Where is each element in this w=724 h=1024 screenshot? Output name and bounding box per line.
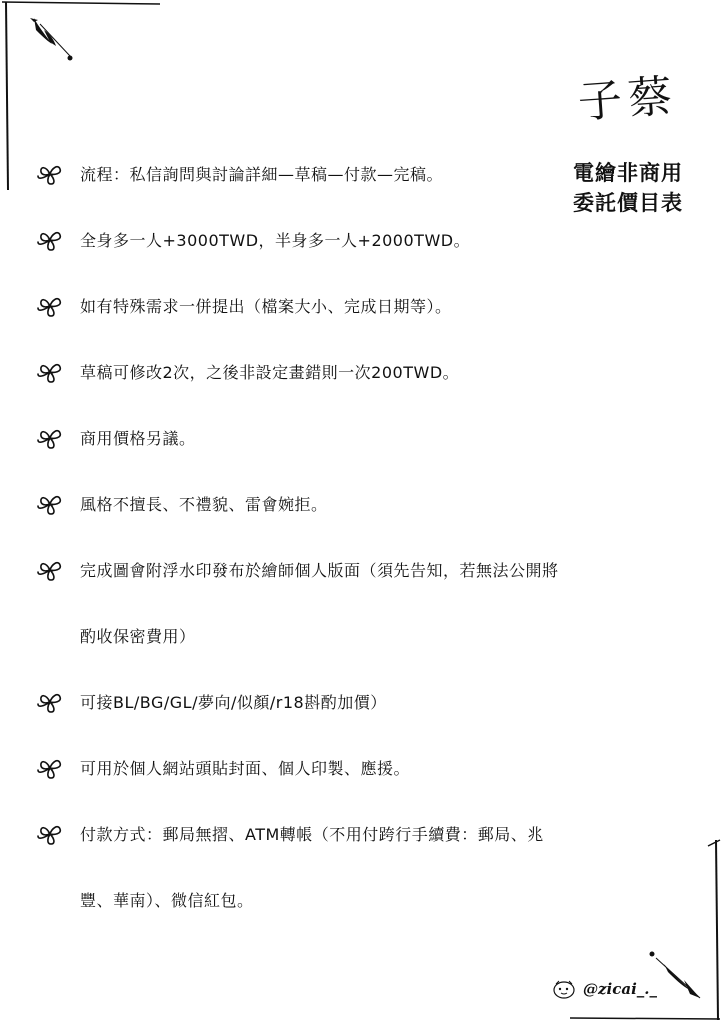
doc-title-line-1: 電繪非商用 [573,161,683,185]
flower-icon [36,426,64,450]
rule-item [34,274,674,340]
rule-text: 如有特殊需求一併提出（檔案大小、完成日期等）。 [80,297,452,316]
rule-text: 付款方式：郵局無摺、ATM轉帳（不用付跨行手續費：郵局、兆 [80,825,544,844]
artist-name: 子蔡 [576,70,680,129]
flower-icon [36,690,64,714]
rule-item [34,142,674,208]
doc-title-line-2: 委託價目表 [573,191,683,215]
flower-icon [36,294,64,318]
rule-text: 商用價格另議。 [80,429,196,448]
flower-icon [36,228,64,252]
rules-list [34,142,674,934]
flower-icon [36,492,64,516]
rule-text: 可用於個人網站頭貼封面、個人印製、應援。 [80,759,411,778]
mascot-icon [551,978,577,1000]
flower-icon [36,822,64,846]
flower-icon [36,360,64,384]
rule-text-continuation: 酌收保密費用） [80,627,196,646]
rule-text: 草稿可修改2次，之後非設定畫錯則一次200TWD。 [80,363,460,382]
rule-item [34,340,674,406]
flower-icon [36,162,64,186]
flower-icon [36,558,64,582]
rule-text: 完成圖會附浮水印發布於繪師個人版面（須先告知，若無法公開將 [80,561,559,580]
flower-icon [36,756,64,780]
rule-text: 流程：私信詢問與討論詳細—草稿—付款—完稿。 [80,165,444,184]
artist-signature [551,974,657,1004]
rule-item [34,472,674,538]
rule-text: 風格不擅長、不禮貌、雷會婉拒。 [80,495,328,514]
rule-item [34,208,674,274]
rule-item [34,802,674,934]
rule-item [34,538,674,670]
rule-text: 可接BL/BG/GL/夢向/似顏/r18斟酌加價） [80,693,387,712]
rule-item [34,670,674,736]
rule-text: 全身多一人+3000TWD，半身多一人+2000TWD。 [80,231,471,250]
rule-item [34,406,674,472]
artist-handle: @zicai_._ [583,980,657,998]
rule-text-continuation: 豐、華南）、微信紅包。 [80,891,254,910]
rule-item [34,736,674,802]
